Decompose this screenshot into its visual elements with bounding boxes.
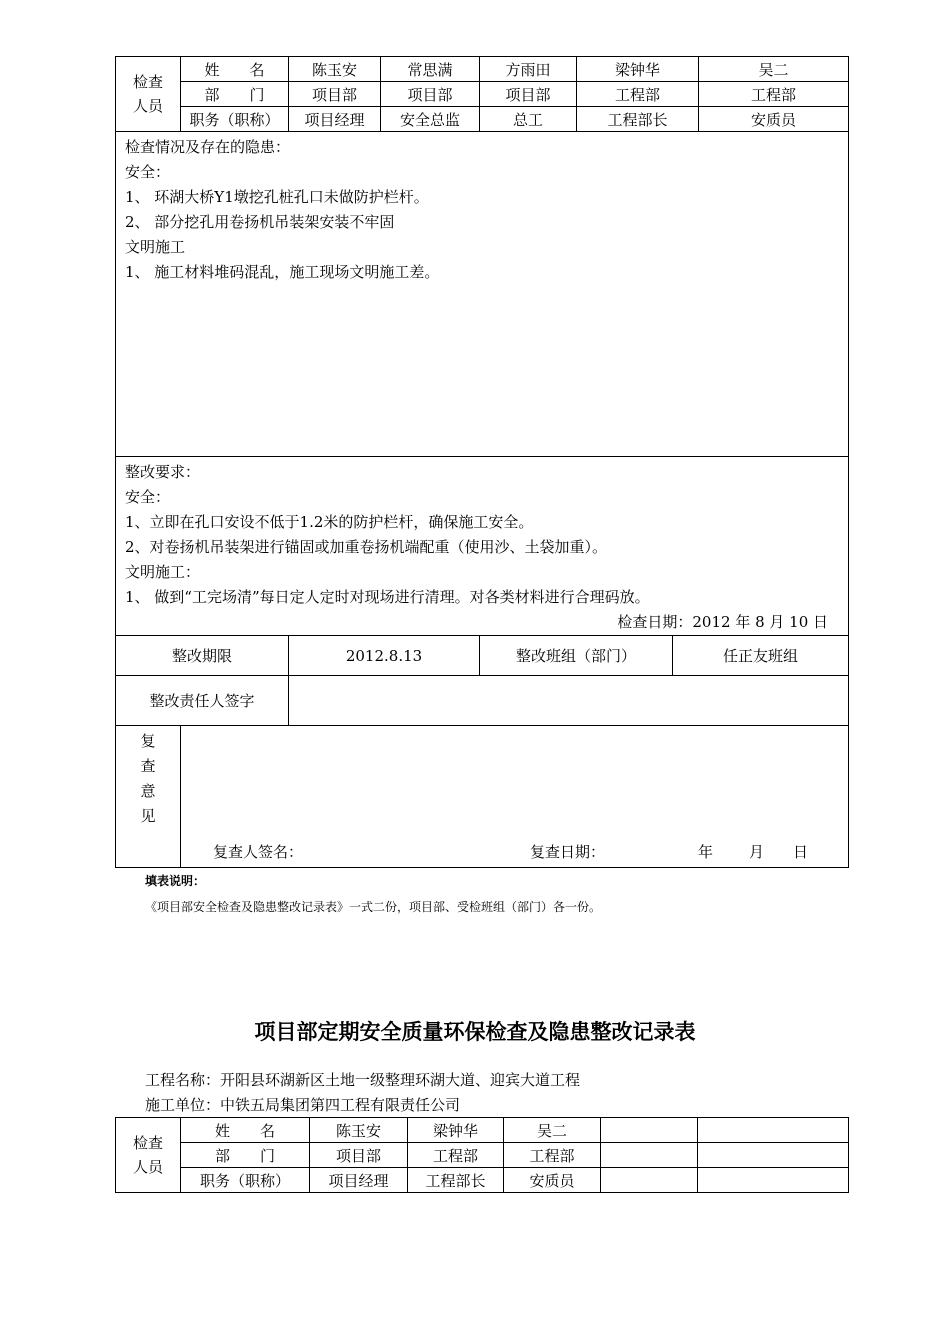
row-label-name: 姓 名 [181,57,289,82]
empty-cell [698,1143,849,1168]
person-name: 梁钟华 [408,1118,504,1143]
person-dept: 项目部 [289,82,381,107]
notes-title: 填表说明： [145,874,206,888]
responsible-label: 整改责任人签字 [116,676,289,726]
project-name: 工程名称：开阳县环湖新区土地一级整理环湖大道、迎宾大道工程 [145,1071,581,1089]
empty-cell [698,1168,849,1193]
responsible-signature-field [289,676,849,726]
row-label-dept: 部 门 [181,82,289,107]
person-title: 安质员 [699,107,849,132]
person-title: 安质员 [504,1168,601,1193]
review-label: 复 查 意 见 [116,726,181,868]
rectification-line: 安全： [125,488,171,506]
person-title: 项目经理 [289,107,381,132]
form-title: 项目部定期安全质量环保检查及隐患整改记录表 [254,1020,696,1044]
rectification-line: 2、对卷扬机吊装架进行锚固或加重卷扬机端配重（使用沙、土袋加重）。 [125,538,608,556]
empty-cell [601,1143,698,1168]
findings-line: 1、 环湖大桥Y1墩挖孔桩孔口未做防护栏杆。 [125,188,429,206]
review-year: 年 [698,843,714,861]
inspectors-group-label: 检查 人员 [116,1118,181,1193]
rectification-section [116,457,849,636]
person-name: 陈玉安 [289,57,381,82]
review-content [181,726,849,868]
person-dept: 工程部 [577,82,699,107]
findings-line: 2、 部分挖孔用卷扬机吊装架安装不牢固 [125,213,395,231]
person-dept: 工程部 [504,1143,601,1168]
row-label-title: 职务（职称） [181,1168,310,1193]
review-date-label: 复查日期： [530,843,606,861]
deadline-value: 2012.8.13 [289,636,480,676]
person-title: 项目经理 [310,1168,408,1193]
team-value: 任正友班组 [673,636,849,676]
row-label-title: 职务（职称） [181,107,289,132]
person-dept: 项目部 [480,82,577,107]
inspection-record-table [115,56,849,868]
findings-line: 安全： [125,163,171,181]
inspectors-table-2 [115,1117,849,1193]
reviewer-signature-label: 复查人签名： [213,843,304,861]
rectification-line: 文明施工： [125,563,201,581]
person-title: 工程部长 [577,107,699,132]
deadline-label: 整改期限 [116,636,289,676]
review-day: 日 [793,843,809,861]
person-name: 吴二 [699,57,849,82]
person-dept: 项目部 [310,1143,408,1168]
review-month: 月 [749,843,765,861]
person-title: 工程部长 [408,1168,504,1193]
person-name: 梁钟华 [577,57,699,82]
empty-cell [601,1168,698,1193]
findings-line: 文明施工 [125,238,186,256]
person-name: 吴二 [504,1118,601,1143]
rectification-line: 1、 做到“工完场清”每日定人定时对现场进行清理。对各类材料进行合理码放。 [125,588,650,606]
inspectors-group-label: 检查 人员 [116,57,181,132]
findings-line: 1、 施工材料堆码混乱，施工现场文明施工差。 [125,263,440,281]
findings-heading: 检查情况及存在的隐患： [125,138,291,156]
findings-section [116,132,849,457]
notes-body: 《项目部安全检查及隐患整改记录表》一式二份，项目部、受检班组（部门）各一份。 [145,900,602,914]
team-label: 整改班组（部门） [480,636,673,676]
person-name: 常思满 [381,57,480,82]
rectification-line: 1、立即在孔口安设不低于1.2米的防护栏杆，确保施工安全。 [125,513,534,531]
person-name: 陈玉安 [310,1118,408,1143]
inspection-date: 检查日期：2012 年 8 月 10 日 [617,613,829,631]
person-title: 总工 [480,107,577,132]
empty-cell [601,1118,698,1143]
person-dept: 工程部 [408,1143,504,1168]
row-label-dept: 部 门 [181,1143,310,1168]
rectification-heading: 整改要求： [125,463,201,481]
person-name: 方雨田 [480,57,577,82]
contractor-name: 施工单位：中铁五局集团第四工程有限责任公司 [145,1096,461,1114]
row-label-name: 姓 名 [181,1118,310,1143]
person-dept: 项目部 [381,82,480,107]
person-title: 安全总监 [381,107,480,132]
empty-cell [698,1118,849,1143]
person-dept: 工程部 [699,82,849,107]
